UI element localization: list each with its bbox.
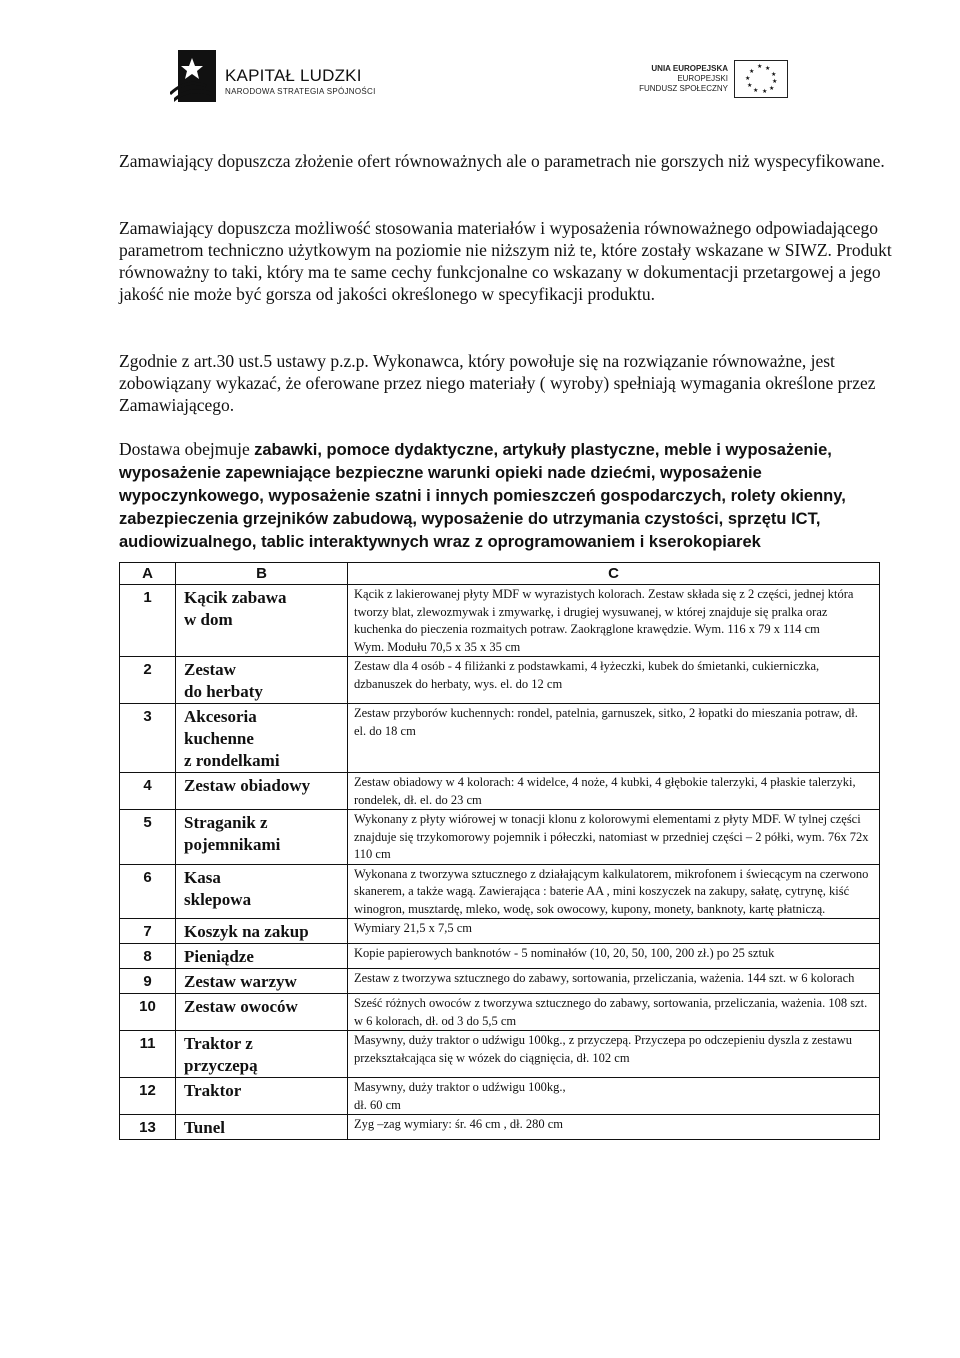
- table-row: [120, 1078, 880, 1115]
- table-row: [120, 944, 880, 969]
- product-name: Traktor: [176, 1078, 348, 1115]
- product-description: Kopie papierowych banknotów - 5 nominałów (10, 20, 50, 100, 200 zł.) po 25 sztuk: [348, 944, 880, 969]
- table-row: [120, 969, 880, 994]
- table-row: [120, 864, 880, 919]
- row-number: 11: [120, 1031, 176, 1078]
- product-name: Koszyk na zakup: [176, 919, 348, 944]
- product-description: Zestaw obiadowy w 4 kolorach: 4 widelce, 4 noże, 4 kubki, 4 głębokie talerzyki, 4 płaskie talerzyki, rondelek, dł. el. do 23 cm: [348, 773, 880, 810]
- table-row: [120, 1115, 880, 1140]
- row-number: 1: [120, 585, 176, 657]
- row-number: 7: [120, 919, 176, 944]
- column-header-c: C: [348, 563, 880, 585]
- eu-line-2: EUROPEJSKI: [677, 74, 728, 83]
- brand-title: KAPITAŁ LUDZKI: [225, 66, 362, 85]
- product-name: Zestaw owoców: [176, 994, 348, 1031]
- product-name: Kącik zabawa w dom: [176, 585, 348, 657]
- product-name: Zestaw do herbaty: [176, 657, 348, 704]
- table-row: [120, 704, 880, 773]
- column-header-b: B: [176, 563, 348, 585]
- table-row: [120, 994, 880, 1031]
- product-description: Masywny, duży traktor o udźwigu 100kg., dł. 60 cm: [348, 1078, 880, 1115]
- row-number: 2: [120, 657, 176, 704]
- eu-flag-icon: ★ ★ ★ ★ ★ ★ ★ ★ ★ ★: [734, 60, 788, 98]
- kapital-ludzki-logo-icon: [170, 48, 220, 106]
- product-name: Kasa sklepowa: [176, 864, 348, 919]
- delivery-items-bold: zabawki, pomoce dydaktyczne, artykuły plastyczne, meble i wyposażenie, wyposażenie zapewniające bezpieczne warunki opieki nade dziećmi, wyposażenie wypoczynkowego, wyposażenie szatni i innych pomieszczeń gospodarczych, rolety okienny, zabezpieczenia grzejników zabudową, wyposażenie do utrzymania czystości, sprzętu ICT, audiowizualnego, tablic interaktywnych wraz z oprogramowaniem i kserokopiarek: [119, 441, 846, 551]
- product-name: Akcesoria kuchenne z rondelkami: [176, 704, 348, 773]
- product-description: Zestaw przyborów kuchennych: rondel, patelnia, garnuszek, sitko, 2 łopatki do mieszania potraw, dł. el. do 18 cm: [348, 704, 880, 773]
- paragraph-legal-basis: Zgodnie z art.30 ust.5 ustawy p.z.p. Wykonawca, który powołuje się na rozwiązanie równoważne, jest zobowiązany wykazać, że oferowane przez niego materiały ( wyroby) spełniają wymagania określone przez Zamawiającego.: [119, 351, 876, 415]
- table-row: [120, 919, 880, 944]
- product-description: Masywny, duży traktor o udźwigu 100kg., z przyczepą. Przyczepa po odczepieniu dyszla z zestawu przekształcająca się w wózek do ciągnięcia, dł. 102 cm: [348, 1031, 880, 1078]
- row-number: 12: [120, 1078, 176, 1115]
- product-name: Zestaw warzyw: [176, 969, 348, 994]
- table-header-row: [120, 563, 880, 585]
- row-number: 6: [120, 864, 176, 919]
- product-name: Traktor z przyczepą: [176, 1031, 348, 1078]
- page-header: [170, 48, 790, 110]
- product-name: Pieniądze: [176, 944, 348, 969]
- paragraph-delivery-scope: [119, 438, 899, 553]
- table-row: [120, 810, 880, 865]
- delivery-intro: Dostawa obejmuje: [119, 439, 250, 459]
- row-number: 10: [120, 994, 176, 1031]
- eu-line-1: UNIA EUROPEJSKA: [651, 64, 728, 73]
- paragraph-equivalent-materials: Zamawiający dopuszcza możliwość stosowania materiałów i wyposażenia równoważnego odpowiadającego parametrom techniczno użytkowym na poziomie nie niższym niż te, które zostały wskazane w SIWZ. Produkt równoważny to taki, który ma te same cechy funkcjonalne co wskazany w dokumentacji przetargowej a jego jakość nie może być gorsza od jakości określonego w specyfikacji produktu.: [119, 218, 892, 304]
- product-description: Zyg –zag wymiary: śr. 46 cm , dł. 280 cm: [348, 1115, 880, 1140]
- product-spec-table: [119, 562, 880, 1140]
- product-description: Wykonany z płyty wiórowej w tonacji klonu z kolorowymi elementami z płyty MDF. W tylnej części znajduje się trzykomorowy pojemnik i półeczki, natomiast w przedniej części – 2 półki, wym. 76x 72x 110 cm: [348, 810, 880, 865]
- row-number: 9: [120, 969, 176, 994]
- product-description: Wymiary 21,5 x 7,5 cm: [348, 919, 880, 944]
- brand-block: [225, 66, 376, 96]
- product-name: Tunel: [176, 1115, 348, 1140]
- row-number: 4: [120, 773, 176, 810]
- row-number: 5: [120, 810, 176, 865]
- column-header-a: A: [120, 563, 176, 585]
- paragraph-equivalent-offers: Zamawiający dopuszcza złożenie ofert równoważnych ale o parametrach nie gorszych niż wyspecyfikowane.: [119, 151, 885, 171]
- product-description: Zestaw z tworzywa sztucznego do zabawy, sortowania, przeliczania, ważenia. 144 szt. w 6 kolorach: [348, 969, 880, 994]
- product-name: Zestaw obiadowy: [176, 773, 348, 810]
- product-description: Wykonana z tworzywa sztucznego z działającym kalkulatorem, mikrofonem i świecącym na czerwono skanerem, a także wagą. Zawierająca : baterie AA , mini koszyczek na zakupy, sałatę, cytrynę, kiść winogron, musztardę, mleko, wodę, sok owocowy, kupony, monety, banknoty, kartę płatniczą.: [348, 864, 880, 919]
- product-description: Sześć różnych owoców z tworzywa sztucznego do zabawy, sortowania, przeliczania, ważenia. 108 szt. w 6 kolorach, dł. od 3 do 5,5 cm: [348, 994, 880, 1031]
- table-row: [120, 585, 880, 657]
- brand-subtitle: NARODOWA STRATEGIA SPÓJNOŚCI: [225, 87, 376, 96]
- product-description: Kącik z lakierowanej płyty MDF w wyrazistych kolorach. Zestaw składa się z 2 części, jednej która tworzy blat, zlewozmywak i zmywarkę, i drugiej wysuwanej, w której znajduje się pralka oraz kuchenka do pieczenia rozmaitych potraw. Zaokrąglone krawędzie. Wym. 116 x 79 x 114 cm Wym. Modułu 70,5 x 35 x 35 cm: [348, 585, 880, 657]
- row-number: 3: [120, 704, 176, 773]
- table-row: [120, 773, 880, 810]
- eu-text-block: [639, 64, 728, 94]
- product-description: Zestaw dla 4 osób - 4 filiżanki z podstawkami, 4 łyżeczki, kubek do śmietanki, cukierniczka, dzbanuszek do herbaty, wys. el. do 12 cm: [348, 657, 880, 704]
- spec-table-body: [120, 563, 880, 1140]
- row-number: 13: [120, 1115, 176, 1140]
- table-row: [120, 657, 880, 704]
- table-row: [120, 1031, 880, 1078]
- eu-line-3: FUNDUSZ SPOŁECZNY: [639, 84, 728, 93]
- product-name: Straganik z pojemnikami: [176, 810, 348, 865]
- row-number: 8: [120, 944, 176, 969]
